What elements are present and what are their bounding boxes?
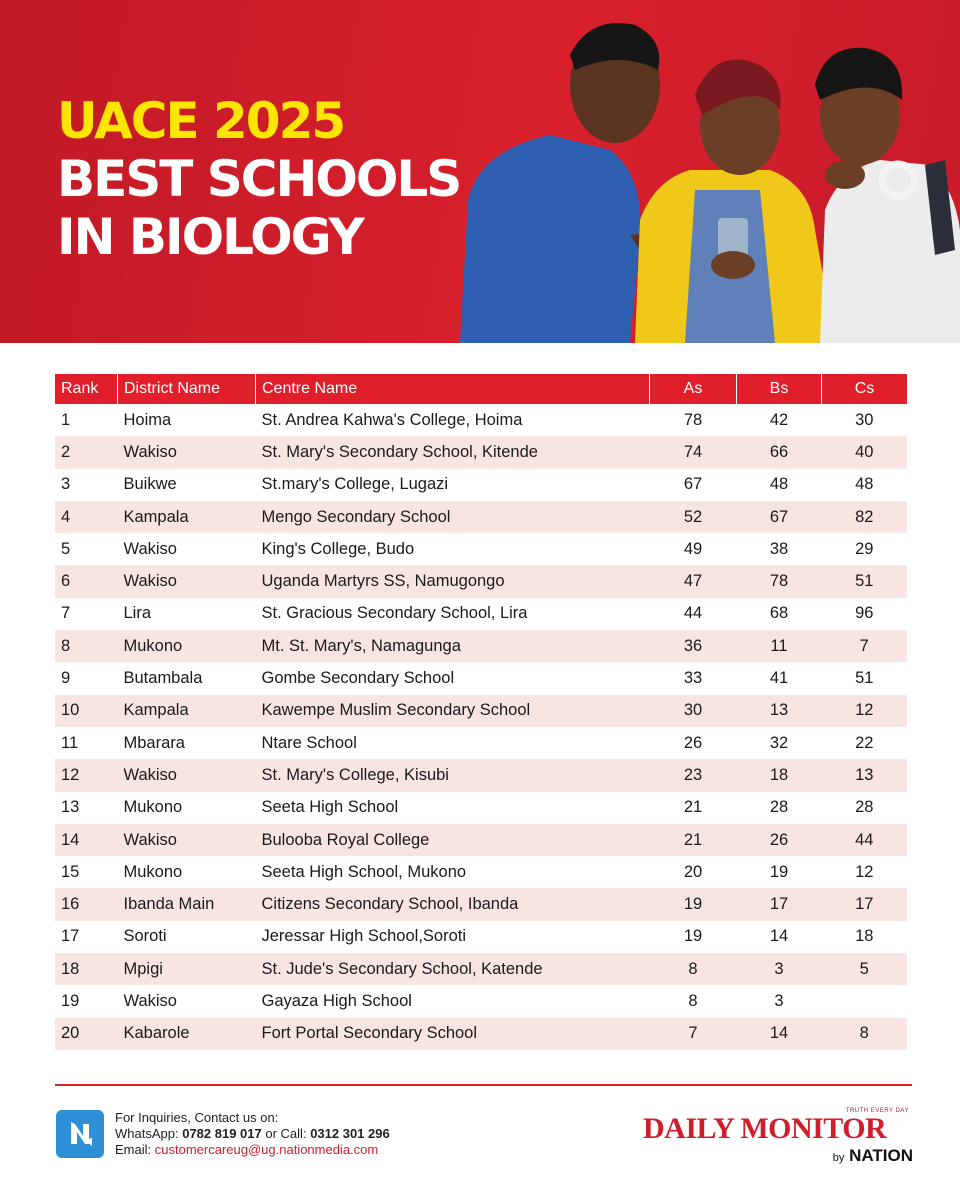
table-row [55,630,907,662]
cell-rank: 3 [61,475,71,494]
cell-district: Mukono [123,862,183,881]
cell-centre: St. Jude's Secondary School, Katende [256,953,650,985]
cell-as: 20 [683,862,703,881]
cell-as: 33 [683,669,703,688]
cell-cs: 40 [822,436,908,468]
cell-district: Wakiso [123,991,177,1010]
cell-bs: 14 [737,1018,822,1050]
cell-district: Wakiso [118,824,256,856]
cell-cs: 48 [855,475,874,494]
col-cs: Cs [822,374,908,404]
table-row [55,888,907,920]
cell-bs: 3 [774,991,784,1010]
col-bs: Bs [737,374,822,404]
cell-as: 74 [650,436,737,468]
table-row [55,598,907,630]
cell-centre: Fort Portal Secondary School [256,1018,650,1050]
cell-district: Kampala [118,695,256,727]
cell-as: 21 [650,824,737,856]
cell-as: 26 [683,733,703,752]
cell-bs: 68 [769,604,789,623]
cell-district: Mbarara [123,733,185,752]
cell-centre: Mt. St. Mary's, Namagunga [256,630,650,662]
table-row [55,921,907,953]
cell-centre: Kawempe Muslim Secondary School [256,695,650,727]
phone-line: WhatsApp: 0782 819 017 or Call: 0312 301 296 [115,1126,390,1141]
cell-centre: St.mary's College, Lugazi [261,475,449,494]
nation-app-icon [56,1110,104,1158]
cell-as: 19 [650,888,737,920]
cell-as: 23 [650,759,737,791]
table-row [55,501,907,533]
cell-bs: 26 [737,824,822,856]
cell-rank: 18 [55,953,118,985]
cell-cs: 7 [822,630,908,662]
cell-centre: St. Mary's College, Kisubi [256,759,650,791]
cell-centre: Gayaza High School [261,991,412,1010]
table-row [55,727,907,759]
cell-bs: 3 [737,953,822,985]
email-link[interactable]: customercareug@ug.nationmedia.com [154,1142,379,1157]
page-title [57,92,460,266]
cell-centre: Citizens Secondary School, Ibanda [256,888,650,920]
cell-rank: 19 [61,991,80,1010]
students-photo [440,0,960,343]
table-row [55,759,907,791]
table-row [55,533,907,565]
cell-rank: 16 [55,888,118,920]
cell-bs: 19 [769,862,789,881]
results-table [55,374,907,1050]
cell-district: Wakiso [118,759,256,791]
cell-as: 7 [650,1018,737,1050]
cell-cs: 82 [822,501,908,533]
inquiries-label: For Inquiries, Contact us on: [115,1110,279,1125]
daily-monitor-logo [643,1108,913,1168]
cell-district: Soroti [123,927,167,946]
cell-district: Mukono [118,630,256,662]
cell-rank: 17 [61,927,80,946]
cell-as: 52 [650,501,737,533]
cell-district: Wakiso [118,436,256,468]
cell-as: 49 [683,539,703,558]
cell-district: Kabarole [118,1018,256,1050]
cell-cs: 29 [855,539,874,558]
cell-bs: 66 [737,436,822,468]
cell-bs: 38 [769,539,789,558]
cell-district: Mukono [123,798,183,817]
cell-bs: 48 [769,475,789,494]
table-row [55,985,907,1017]
hero-banner [0,0,960,343]
table-row [55,792,907,824]
cell-rank: 14 [55,824,118,856]
brand-name: DAILY MONITOR [643,1112,887,1145]
table-row [55,565,907,597]
table-row [55,953,907,985]
cell-cs: 13 [822,759,908,791]
cell-centre: St. Andrea Kahwa's College, Hoima [261,410,523,429]
title-line-3: IN BIOLOGY [57,208,363,266]
cell-cs: 5 [822,953,908,985]
brand-tagline: TRUTH EVERY DAY [845,1108,909,1114]
cell-bs: 78 [737,565,822,597]
cell-cs: 96 [855,604,874,623]
cell-bs: 14 [769,927,789,946]
cell-rank: 9 [61,669,71,688]
cell-as: 8 [688,991,698,1010]
cell-as: 8 [650,953,737,985]
cell-centre: Seeta High School, Mukono [261,862,467,881]
brand-by-nation: by NATION [832,1146,913,1165]
cell-cs: 28 [855,798,874,817]
cell-cs [822,985,908,1017]
col-centre: Centre Name [256,374,650,404]
cell-centre: Ntare School [261,733,357,752]
whatsapp-number[interactable]: 0782 819 017 [182,1126,262,1141]
cell-district: Butambala [123,669,203,688]
cell-bs: 32 [769,733,789,752]
cell-cs: 17 [822,888,908,920]
cell-rank: 20 [55,1018,118,1050]
cell-cs: 30 [855,410,874,429]
table-row [55,824,907,856]
cell-rank: 11 [61,733,79,752]
table-row [55,1018,907,1050]
cell-bs: 17 [737,888,822,920]
cell-as: 78 [683,410,703,429]
cell-rank: 5 [61,539,71,558]
cell-as: 47 [650,565,737,597]
cell-rank: 12 [55,759,118,791]
title-line-1: UACE 2025 [57,92,345,150]
cell-rank: 8 [55,630,118,662]
cell-centre: Jeressar High School,Soroti [261,927,467,946]
cell-district: Lira [123,604,152,623]
cell-centre: Uganda Martyrs SS, Namugongo [256,565,650,597]
cell-rank: 7 [61,604,71,623]
cell-cs: 22 [855,733,874,752]
call-number[interactable]: 0312 301 296 [310,1126,390,1141]
cell-rank: 1 [61,410,71,429]
cell-rank: 4 [55,501,118,533]
cell-cs: 18 [855,927,874,946]
cell-bs: 28 [769,798,789,817]
cell-centre: Gombe Secondary School [261,669,455,688]
table-row [55,856,907,888]
cell-district: Buikwe [123,475,177,494]
cell-rank: 6 [55,565,118,597]
table-row [55,469,907,501]
col-as: As [650,374,737,404]
table-row [55,404,907,436]
cell-as: 21 [683,798,703,817]
col-district: District Name [118,374,256,404]
cell-bs: 13 [737,695,822,727]
cell-as: 36 [650,630,737,662]
table-row [55,436,907,468]
cell-bs: 67 [737,501,822,533]
cell-rank: 2 [55,436,118,468]
cell-bs: 42 [769,410,789,429]
cell-as: 30 [650,695,737,727]
cell-bs: 18 [737,759,822,791]
cell-cs: 51 [855,669,874,688]
cell-rank: 15 [61,862,80,881]
cell-district: Mpigi [118,953,256,985]
footer-divider [55,1084,912,1086]
cell-cs: 51 [822,565,908,597]
email-line: Email: customercareug@ug.nationmedia.com [115,1142,379,1157]
cell-as: 67 [683,475,703,494]
cell-centre: Mengo Secondary School [256,501,650,533]
cell-district: Wakiso [118,565,256,597]
contact-info [115,1110,390,1158]
cell-as: 44 [683,604,703,623]
title-line-2: BEST SCHOOLS [57,150,461,208]
cell-district: Ibanda Main [118,888,256,920]
cell-centre: Seeta High School [261,798,399,817]
cell-bs: 41 [769,669,789,688]
cell-district: Kampala [118,501,256,533]
cell-bs: 11 [737,630,822,662]
cell-centre: Bulooba Royal College [256,824,650,856]
cell-cs: 12 [855,862,874,881]
cell-as: 19 [683,927,703,946]
cell-district: Wakiso [123,539,177,558]
cell-rank: 13 [61,798,80,817]
cell-rank: 10 [55,695,118,727]
cell-cs: 44 [822,824,908,856]
table-header-row [55,374,907,404]
cell-centre: St. Mary's Secondary School, Kitende [256,436,650,468]
cell-cs: 8 [822,1018,908,1050]
table-row [55,695,907,727]
cell-centre: King's College, Budo [261,539,415,558]
cell-cs: 12 [822,695,908,727]
table-row [55,662,907,694]
col-rank: Rank [55,374,118,404]
cell-district: Hoima [123,410,172,429]
cell-centre: St. Gracious Secondary School, Lira [261,604,528,623]
